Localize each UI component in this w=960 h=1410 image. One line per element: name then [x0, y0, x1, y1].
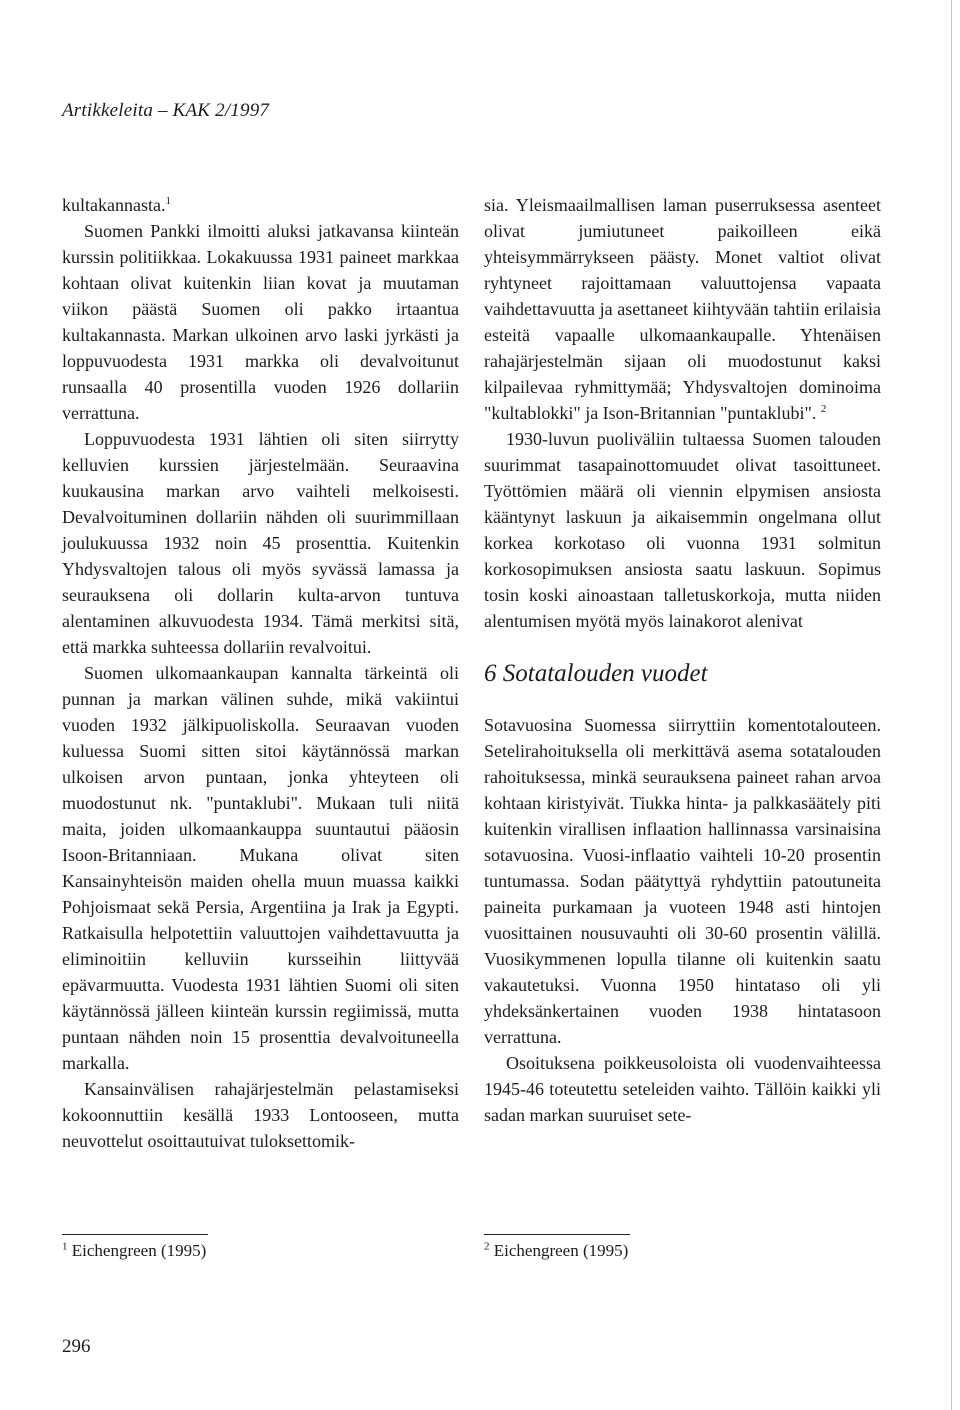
paragraph-text: kultakannasta. [62, 195, 166, 215]
footnote-ref: 1 [165, 195, 171, 207]
scan-margin-line [951, 0, 952, 1410]
paragraph: Sotavuosina Suomessa siirryttiin komentotalouteen. Setelirahoituksella oli merkittävä asema sotatalouden rahoituksessa, minkä seurauksena paineet rahan arvoa kohtaan kiristyivät. Tiukka hinta- ja palkkasäätely piti kuitenkin virallisen inflaation hallinnassa varsinaisina sotavuosina. Vuosi-inflaatio vaihteli 10-20 prosentin tuntumassa. Sodan päätyttyä ryhdyttiin patoutuneita paineita purkamaan ja vuoteen 1948 asti hintojen vuosittainen nousuvauhti oli 30-60 prosentin välillä. Vuosikymmenen lopulla tilanne oli kuitenkin saatu vakautetuksi. Vuonna 1950 hintataso oli yli yhdeksänkertainen vuoden 1938 hintatasoon verrattuna. [484, 715, 881, 1047]
left-column [62, 192, 459, 1154]
paragraph: Osoituksena poikkeusoloista oli vuodenvaihteessa 1945-46 toteutettu seteleiden vaihto. Tällöin kaikki yli sadan markan suuruiset sete- [484, 1053, 881, 1125]
running-header: Artikkeleita – KAK 2/1997 [62, 100, 270, 121]
footnote-ref: 2 [820, 403, 827, 415]
footnote-text: Eichengreen (1995) [489, 1241, 629, 1260]
right-column [484, 192, 881, 1128]
paragraph: Kansainvälisen rahajärjestelmän pelastamiseksi kokoonnuttiin kesällä 1933 Lontooseen, mutta neuvottelut osoittautuivat tuloksettomik- [62, 1079, 459, 1151]
paragraph [484, 192, 881, 426]
footnote [62, 1240, 206, 1262]
footnote-text: Eichengreen (1995) [67, 1241, 207, 1260]
paragraph-text: sia. Yleismaailmallisen laman puserruksessa asenteet olivat jumiutuneet paikoilleen eikä yhteisymmärrykseen päästy. Monet valtiot olivat ryhtyneet rajoittamaan valuuttojensa vapaata vaihdettavuutta ja asettaneet kiihtyvään tahtiin erilaisia esteitä vapaalle ulkomaankaupalle. Yhtenäisen rahajärjestelmän sijaan oli muodostunut kaksi kilpailevaa ryhmittymää; Yhdysvaltojen dominoima "kultablokki" ja Ison-Britannian "puntaklubi". [484, 195, 881, 423]
page-number: 296 [62, 1336, 91, 1357]
footnote-divider [484, 1234, 630, 1235]
footnote-number: 2 [484, 1240, 490, 1253]
footnote-divider [62, 1234, 208, 1235]
footnote-number: 1 [62, 1240, 68, 1253]
paragraph: Suomen ulkomaankaupan kannalta tärkeintä oli punnan ja markan välinen suhde, mikä vakiintui vuoden 1932 jälkipuoliskolla. Seuraavan vuoden kuluessa Suomi sitten sitoi käytännössä markan ulkoisen arvon puntaan, jonka yhteyteen oli muodostunut nk. "puntaklubi". Mukaan tuli niitä maita, joiden ulkomaankauppa suuntautui pääosin Isoon-Britanniaan. Mukana olivat siten Kansainyhteisön maiden ohella muun muassa kaikki Pohjoismaat sekä Persia, Argentiina ja Irak ja Egypti. Ratkaisulla helpotettiin valuuttojen vaihdettavuutta ja eliminoitiin kelluviin kursseihin liittyvää epävarmuutta. Vuodesta 1931 lähtien Suomi oli siten käytännössä jälleen kiinteän kurssin regiimissä, mutta puntaan nähden noin 15 prosenttia devalvoituneella markalla. [62, 663, 459, 1073]
paragraph [62, 192, 459, 218]
paragraph: Suomen Pankki ilmoitti aluksi jatkavansa kiinteän kurssin politiikkaa. Lokakuussa 1931 paineet markkaa kohtaan olivat kuitenkin liian kovat ja muutaman viikon päästä Suomen oli pakko irtaantua kultakannasta. Markan ulkoinen arvo laski jyrkästi ja loppuvuodesta 1931 markka oli devalvoitunut runsaalla 40 prosentilla vuoden 1926 dollariin verrattuna. [62, 221, 459, 423]
paragraph: 1930-luvun puoliväliin tultaessa Suomen talouden suurimmat tasapainottomuudet olivat tasoittuneet. Työttömien määrä oli viennin elpymisen ansiosta kääntynyt laskuun ja aikaisemmin ongelmana ollut korkea korkotaso oli vuonna 1931 solmitun korkosopimuksen ansiosta saatu laskuun. Sopimus tosin koski ainoastaan talletuskorkoja, mutta niiden alentumisen myötä myös lainakorot alenivat [484, 429, 881, 631]
paragraph: Loppuvuodesta 1931 lähtien oli siten siirrytty kelluvien kurssien järjestelmään. Seuraavina kuukausina markan arvo vaihteli melkoisesti. Devalvoituminen dollariin nähden oli suurimmillaan joulukuussa 1932 noin 45 prosenttia. Kuitenkin Yhdysvaltojen talous oli myös syvässä lamassa ja seurauksena oli dollarin kulta-arvon tuntuva alentaminen alkuvuodesta 1934. Tämä merkitsi sitä, että markka suhteessa dollariin revalvoitui. [62, 429, 459, 657]
footnote [484, 1240, 628, 1262]
section-heading: 6 Sotatalouden vuodet [484, 660, 708, 687]
